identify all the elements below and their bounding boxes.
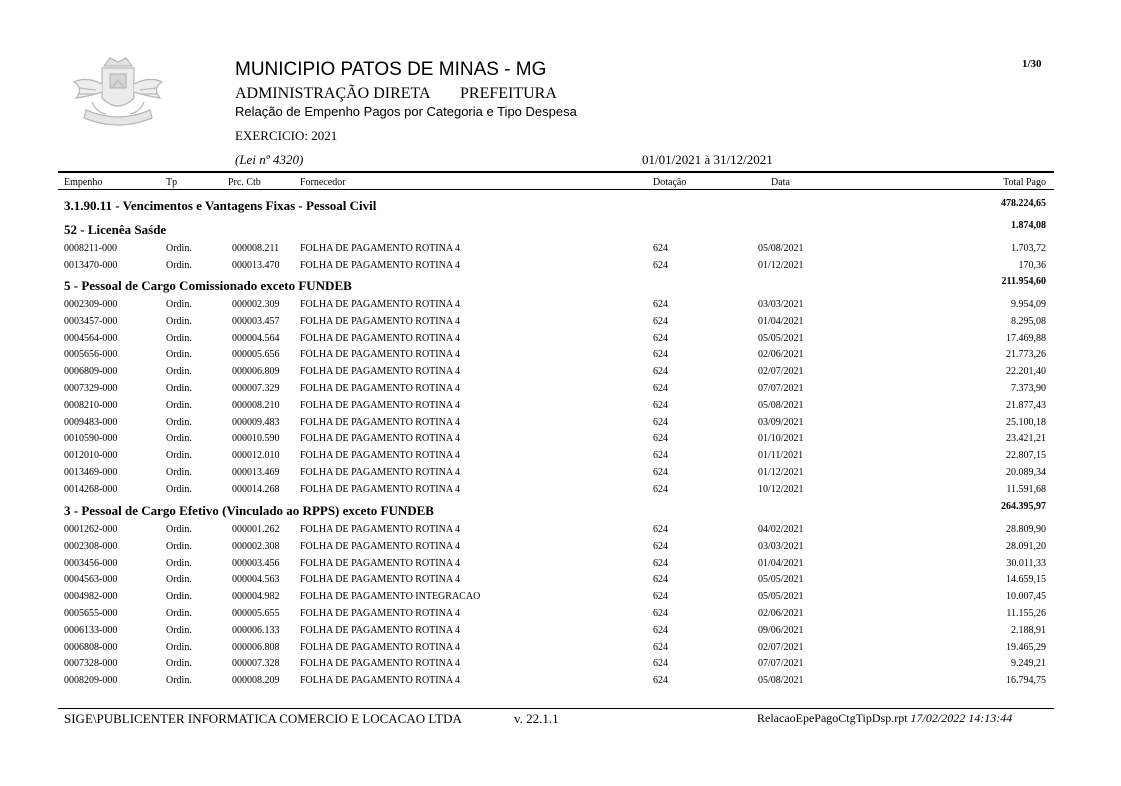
cell-data: 02/07/2021 [758, 366, 804, 378]
table-row [0, 524, 1121, 540]
table-row [0, 625, 1121, 641]
cell-fornecedor: FOLHA DE PAGAMENTO ROTINA 4 [300, 524, 461, 535]
category-total: 478.224,65 [1001, 198, 1046, 209]
cell-total-pago: 7.373,90 [1011, 383, 1046, 394]
cell-total-pago: 1.703,72 [1011, 243, 1046, 254]
cell-total-pago: 25.100,18 [1006, 416, 1046, 428]
cell-prc-ctb: 000008.210 [232, 399, 280, 411]
cell-tp: Ordin. [166, 658, 192, 670]
cell-prc-ctb: 000001.262 [232, 524, 280, 535]
cell-total-pago: 23.421,21 [1006, 433, 1046, 445]
cell-dotacao: 624 [653, 299, 668, 310]
cell-total-pago: 16.794,75 [1006, 675, 1046, 687]
table-row [0, 333, 1121, 349]
category-title: 3.1.90.11 - Vencimentos e Vantagens Fixas - Pessoal Civil [64, 198, 377, 213]
group-total: 211.954,60 [1001, 276, 1046, 287]
cell-prc-ctb: 000009.483 [232, 416, 280, 428]
cell-data: 01/12/2021 [758, 467, 804, 478]
table-row [0, 675, 1121, 691]
cell-fornecedor: FOLHA DE PAGAMENTO ROTINA 4 [300, 557, 461, 569]
cell-empenho: 0004563-000 [64, 574, 118, 586]
cell-prc-ctb: 000007.328 [232, 658, 280, 670]
cell-total-pago: 2.188,91 [1011, 624, 1046, 636]
column-header-fornecedor: Fornecedor [300, 177, 346, 188]
cell-total-pago: 170,36 [1018, 259, 1046, 271]
cell-tp: Ordin. [166, 433, 192, 445]
cell-fornecedor: FOLHA DE PAGAMENTO ROTINA 4 [300, 675, 461, 687]
cell-dotacao: 624 [653, 540, 668, 552]
cell-fornecedor: FOLHA DE PAGAMENTO ROTINA 4 [300, 433, 461, 445]
cell-dotacao: 624 [653, 591, 668, 603]
coat-of-arms-icon [66, 52, 170, 132]
cell-dotacao: 624 [653, 608, 668, 619]
cell-data: 05/08/2021 [758, 243, 804, 254]
footer-divider [58, 708, 1054, 709]
cell-total-pago: 28.809,90 [1006, 524, 1046, 535]
column-header-empenho: Empenho [64, 177, 103, 188]
group-total: 1.874,08 [1011, 220, 1046, 231]
cell-prc-ctb: 000004.563 [232, 574, 280, 586]
cell-dotacao: 624 [653, 259, 668, 271]
cell-empenho: 0005656-000 [64, 349, 118, 361]
cell-dotacao: 624 [653, 524, 668, 535]
cell-total-pago: 17.469,88 [1006, 332, 1046, 344]
column-header-dotacao: Dotação [653, 177, 687, 188]
cell-prc-ctb: 000005.655 [232, 608, 280, 619]
cell-tp: Ordin. [166, 624, 192, 636]
cell-prc-ctb: 000014.268 [232, 483, 280, 495]
cell-data: 05/05/2021 [758, 574, 804, 586]
table-row [0, 349, 1121, 365]
cell-empenho: 0005655-000 [64, 608, 118, 619]
table-row [0, 450, 1121, 466]
cell-fornecedor: FOLHA DE PAGAMENTO ROTINA 4 [300, 332, 461, 344]
cell-total-pago: 22.807,15 [1006, 450, 1046, 462]
cell-tp: Ordin. [166, 524, 192, 535]
cell-fornecedor: FOLHA DE PAGAMENTO ROTINA 4 [300, 299, 461, 310]
cell-tp: Ordin. [166, 315, 192, 327]
cell-prc-ctb: 000006.133 [232, 624, 280, 636]
cell-fornecedor: FOLHA DE PAGAMENTO ROTINA 4 [300, 658, 461, 670]
cell-empenho: 0013470-000 [64, 259, 118, 271]
table-row [0, 574, 1121, 590]
cell-empenho: 0003456-000 [64, 557, 118, 569]
cell-prc-ctb: 000006.808 [232, 641, 280, 653]
report-title: Relação de Empenho Pagos por Categoria e Tipo Despesa [235, 104, 577, 119]
cell-tp: Ordin. [166, 540, 192, 552]
cell-fornecedor: FOLHA DE PAGAMENTO ROTINA 4 [300, 259, 461, 271]
cell-empenho: 0006809-000 [64, 366, 118, 378]
cell-empenho: 0002308-000 [64, 540, 118, 552]
table-row [0, 541, 1121, 557]
cell-fornecedor: FOLHA DE PAGAMENTO ROTINA 4 [300, 540, 461, 552]
cell-dotacao: 624 [653, 416, 668, 428]
group-title: 52 - Licenêa Saśde [64, 222, 167, 237]
period-label: 01/01/2021 à 31/12/2021 [642, 152, 773, 167]
cell-dotacao: 624 [653, 399, 668, 411]
cell-data: 09/06/2021 [758, 624, 804, 636]
cell-dotacao: 624 [653, 315, 668, 327]
cell-tp: Ordin. [166, 299, 192, 310]
cell-empenho: 0014268-000 [64, 483, 118, 495]
cell-tp: Ordin. [166, 332, 192, 344]
cell-data: 05/05/2021 [758, 591, 804, 603]
cell-prc-ctb: 000005.656 [232, 349, 280, 361]
cell-fornecedor: FOLHA DE PAGAMENTO ROTINA 4 [300, 483, 461, 495]
cell-total-pago: 20.089,34 [1006, 467, 1046, 478]
cell-prc-ctb: 000007.329 [232, 383, 280, 394]
column-header-total-pago: Total Pago [1003, 177, 1046, 188]
cell-dotacao: 624 [653, 243, 668, 254]
cell-tp: Ordin. [166, 416, 192, 428]
exercise-label: EXERCICIO: 2021 [235, 128, 338, 143]
cell-total-pago: 19.465,29 [1006, 641, 1046, 653]
table-row [0, 658, 1121, 674]
cell-prc-ctb: 000003.457 [232, 315, 280, 327]
cell-dotacao: 624 [653, 658, 668, 670]
cell-prc-ctb: 000008.211 [232, 243, 280, 254]
cell-data: 01/10/2021 [758, 433, 804, 445]
cell-empenho: 0008209-000 [64, 675, 118, 687]
cell-empenho: 0008210-000 [64, 399, 118, 411]
cell-empenho: 0006133-000 [64, 624, 118, 636]
cell-prc-ctb: 000003.456 [232, 557, 280, 569]
cell-fornecedor: FOLHA DE PAGAMENTO ROTINA 4 [300, 641, 461, 653]
cell-fornecedor: FOLHA DE PAGAMENTO ROTINA 4 [300, 467, 461, 478]
cell-dotacao: 624 [653, 450, 668, 462]
table-row [0, 591, 1121, 607]
cell-total-pago: 28.091,20 [1006, 540, 1046, 552]
cell-fornecedor: FOLHA DE PAGAMENTO ROTINA 4 [300, 624, 461, 636]
cell-dotacao: 624 [653, 483, 668, 495]
cell-empenho: 0002309-000 [64, 299, 118, 310]
cell-total-pago: 21.877,43 [1006, 399, 1046, 411]
column-header-data: Data [771, 177, 790, 188]
cell-total-pago: 21.773,26 [1006, 349, 1046, 361]
cell-data: 03/03/2021 [758, 299, 804, 310]
prefecture-label: PREFEITURA [460, 85, 557, 102]
cell-prc-ctb: 000013.469 [232, 467, 280, 478]
cell-fornecedor: FOLHA DE PAGAMENTO ROTINA 4 [300, 416, 461, 428]
cell-total-pago: 10.007,45 [1006, 591, 1046, 603]
cell-tp: Ordin. [166, 574, 192, 586]
cell-tp: Ordin. [166, 483, 192, 495]
cell-empenho: 0013469-000 [64, 467, 118, 478]
cell-fornecedor: FOLHA DE PAGAMENTO ROTINA 4 [300, 349, 461, 361]
table-row [0, 642, 1121, 658]
cell-dotacao: 624 [653, 433, 668, 445]
cell-fornecedor: FOLHA DE PAGAMENTO ROTINA 4 [300, 243, 461, 254]
column-header-tp: Tp [166, 177, 178, 188]
group-title: 5 - Pessoal de Cargo Comissionado exceto FUNDEB [64, 278, 352, 293]
cell-data: 01/11/2021 [758, 450, 804, 462]
cell-prc-ctb: 000012.010 [232, 450, 280, 462]
cell-empenho: 0007329-000 [64, 383, 118, 394]
cell-fornecedor: FOLHA DE PAGAMENTO ROTINA 4 [300, 574, 461, 586]
cell-dotacao: 624 [653, 675, 668, 687]
cell-tp: Ordin. [166, 450, 192, 462]
cell-data: 05/05/2021 [758, 332, 804, 344]
footer-version: v. 22.1.1 [514, 711, 559, 726]
cell-empenho: 0010590-000 [64, 433, 118, 445]
cell-total-pago: 9.954,09 [1011, 299, 1046, 310]
cell-empenho: 0003457-000 [64, 315, 118, 327]
table-row [0, 299, 1121, 315]
cell-tp: Ordin. [166, 259, 192, 271]
table-row [0, 558, 1121, 574]
cell-prc-ctb: 000013.470 [232, 259, 280, 271]
cell-data: 01/04/2021 [758, 557, 804, 569]
cell-data: 03/03/2021 [758, 540, 804, 552]
cell-tp: Ordin. [166, 608, 192, 619]
table-row [0, 484, 1121, 500]
law-label: (Lei nº 4320) [235, 152, 304, 167]
cell-fornecedor: FOLHA DE PAGAMENTO ROTINA 4 [300, 608, 461, 619]
cell-empenho: 0001262-000 [64, 524, 118, 535]
table-row [0, 260, 1121, 276]
cell-fornecedor: FOLHA DE PAGAMENTO ROTINA 4 [300, 366, 461, 378]
cell-tp: Ordin. [166, 243, 192, 254]
cell-tp: Ordin. [166, 366, 192, 378]
cell-total-pago: 11.155,26 [1006, 608, 1046, 619]
table-row [0, 243, 1121, 259]
cell-data: 04/02/2021 [758, 524, 804, 535]
cell-tp: Ordin. [166, 557, 192, 569]
cell-dotacao: 624 [653, 467, 668, 478]
footer-company: SIGE\PUBLICENTER INFORMATICA COMERCIO E LOCACAO LTDA [64, 711, 462, 726]
cell-dotacao: 624 [653, 383, 668, 394]
column-header-prc-ctb: Prc. Ctb [228, 177, 261, 188]
cell-total-pago: 11.591,68 [1006, 483, 1046, 495]
cell-data: 05/08/2021 [758, 399, 804, 411]
cell-fornecedor: FOLHA DE PAGAMENTO ROTINA 4 [300, 450, 461, 462]
cell-total-pago: 22.201,40 [1006, 366, 1046, 378]
cell-dotacao: 624 [653, 349, 668, 361]
administration-label: ADMINISTRAÇÃO DIRETA [235, 85, 431, 102]
cell-tp: Ordin. [166, 467, 192, 478]
cell-data: 02/06/2021 [758, 608, 804, 619]
cell-data: 02/07/2021 [758, 641, 804, 653]
cell-total-pago: 30.011,33 [1006, 557, 1046, 569]
table-row [0, 366, 1121, 382]
cell-fornecedor: FOLHA DE PAGAMENTO ROTINA 4 [300, 383, 461, 394]
footer-report-name: RelacaoEpePagoCtgTipDsp.rpt [757, 711, 908, 725]
cell-empenho: 0004564-000 [64, 332, 118, 344]
cell-tp: Ordin. [166, 641, 192, 653]
cell-data: 07/07/2021 [758, 658, 804, 670]
footer-report-file [757, 711, 1012, 726]
group-total: 264.395,97 [1001, 501, 1046, 512]
cell-empenho: 0012010-000 [64, 450, 118, 462]
cell-data: 10/12/2021 [758, 483, 804, 495]
municipality-title: MUNICIPIO PATOS DE MINAS - MG [235, 59, 547, 80]
cell-tp: Ordin. [166, 675, 192, 687]
cell-empenho: 0007328-000 [64, 658, 118, 670]
cell-dotacao: 624 [653, 641, 668, 653]
column-header-divider [58, 189, 1054, 190]
cell-total-pago: 14.659,15 [1006, 574, 1046, 586]
header-divider [58, 171, 1054, 173]
cell-total-pago: 8.295,08 [1011, 315, 1046, 327]
cell-data: 05/08/2021 [758, 675, 804, 687]
page-number: 1/30 [1022, 58, 1042, 70]
cell-fornecedor: FOLHA DE PAGAMENTO INTEGRACAO [300, 591, 481, 603]
cell-dotacao: 624 [653, 624, 668, 636]
cell-prc-ctb: 000002.309 [232, 299, 280, 310]
cell-prc-ctb: 000006.809 [232, 366, 280, 378]
table-row [0, 467, 1121, 483]
cell-total-pago: 9.249,21 [1011, 658, 1046, 670]
cell-dotacao: 624 [653, 366, 668, 378]
cell-tp: Ordin. [166, 349, 192, 361]
cell-tp: Ordin. [166, 591, 192, 603]
table-row [0, 316, 1121, 332]
cell-empenho: 0006808-000 [64, 641, 118, 653]
cell-prc-ctb: 000002.308 [232, 540, 280, 552]
cell-prc-ctb: 000008.209 [232, 675, 280, 687]
cell-empenho: 0008211-000 [64, 243, 117, 254]
table-row [0, 400, 1121, 416]
cell-prc-ctb: 000010.590 [232, 433, 280, 445]
cell-data: 01/04/2021 [758, 315, 804, 327]
cell-empenho: 0004982-000 [64, 591, 118, 603]
cell-tp: Ordin. [166, 383, 192, 394]
cell-data: 03/09/2021 [758, 416, 804, 428]
cell-dotacao: 624 [653, 332, 668, 344]
table-row [0, 608, 1121, 624]
cell-dotacao: 624 [653, 574, 668, 586]
group-title: 3 - Pessoal de Cargo Efetivo (Vinculado ao RPPS) exceto FUNDEB [64, 503, 434, 518]
cell-tp: Ordin. [166, 399, 192, 411]
cell-fornecedor: FOLHA DE PAGAMENTO ROTINA 4 [300, 399, 461, 411]
cell-empenho: 0009483-000 [64, 416, 118, 428]
cell-prc-ctb: 000004.564 [232, 332, 280, 344]
cell-dotacao: 624 [653, 557, 668, 569]
table-row [0, 383, 1121, 399]
cell-data: 07/07/2021 [758, 383, 804, 394]
table-row [0, 433, 1121, 449]
cell-prc-ctb: 000004.982 [232, 591, 280, 603]
cell-fornecedor: FOLHA DE PAGAMENTO ROTINA 4 [300, 315, 461, 327]
footer-timestamp: 17/02/2022 14:13:44 [910, 711, 1013, 725]
cell-data: 02/06/2021 [758, 349, 804, 361]
table-row [0, 417, 1121, 433]
cell-data: 01/12/2021 [758, 259, 804, 271]
